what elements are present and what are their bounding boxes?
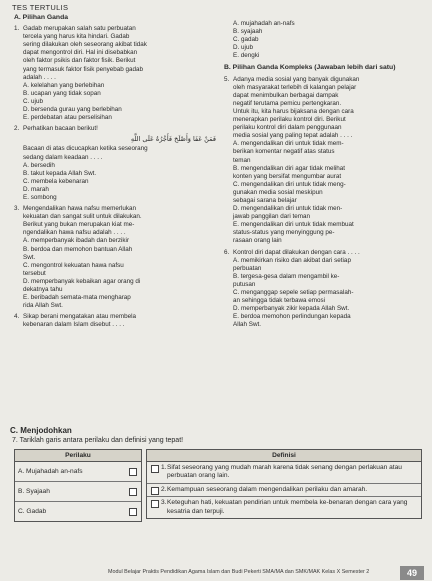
question-number: 1. — [14, 25, 20, 33]
answer-option[interactable]: jawab panggilan dari teman — [233, 213, 311, 221]
answer-option[interactable]: C. ujub — [23, 97, 43, 105]
behavior-row[interactable] — [15, 482, 141, 502]
q4-options — [224, 20, 420, 60]
question-text-line: sering dilakukan oleh seseorang akibat tidak — [23, 41, 147, 49]
column-right — [224, 20, 420, 329]
question-text-line: Bacaan di atas dicucapkan ketika seseorang — [23, 145, 148, 153]
answer-option[interactable]: berikan komentar negatif atas status — [233, 148, 335, 156]
question-number: 6. — [224, 248, 230, 256]
question-text: Perhatikan bacaan berikut! — [23, 125, 98, 133]
answer-option[interactable]: C. mengendalikan diri untuk tidak meng- — [233, 180, 346, 188]
answer-option[interactable]: D. ujub — [233, 44, 253, 52]
answer-option[interactable]: C. gadab — [233, 36, 259, 44]
match-checkbox[interactable] — [129, 468, 137, 476]
question-text-line: yang termasuk faktor fisik penyebab gadab — [23, 65, 144, 73]
question-text-line: tercela yang harus kita hindari. Gadab — [23, 33, 130, 41]
answer-option[interactable]: D. bersenda gurau yang berlebihan — [23, 106, 122, 114]
question-block — [14, 125, 216, 202]
answer-option[interactable]: teman — [233, 156, 251, 164]
answer-option[interactable]: B. takut kepada Allah Swt. — [23, 169, 97, 177]
answer-option[interactable]: A. kelelahan yang berlebihan — [23, 81, 105, 89]
definition-text: Keteguhan hati, kekuatan pendirian untuk membela ke-benaran dengan cara yang kesatria dan terpuji. — [167, 499, 408, 515]
answer-option[interactable]: sebagai sarana belajar — [233, 196, 297, 204]
question-text-line: negatif terutama pemicu pertengkaran. — [233, 99, 342, 107]
behavior-label: C. Gadab — [18, 508, 47, 515]
question-text-line: ngendalikan hawa nafsu adalah . . . . — [23, 229, 126, 237]
answer-option[interactable]: C. membela kebenaran — [23, 177, 89, 185]
answer-option[interactable]: E. berdoa memohon perlindungan kepada — [233, 313, 351, 321]
answer-option[interactable]: D. memperbanyak zikir kepada Allah Swt. — [233, 305, 350, 313]
question-text-line: kekuatan dan sangat sulit untuk dilakukan. — [23, 213, 142, 221]
definition-row[interactable] — [147, 462, 421, 484]
question-text-line: dapat mengontrol diri. Hal ini disebabkan — [23, 49, 138, 57]
answer-option[interactable]: B. mengendalikan diri agar tidak melihat — [233, 164, 346, 172]
answer-option[interactable]: status-status yang menyinggung pe- — [233, 229, 335, 237]
answer-option[interactable]: E. mengendalikan diri untuk tidak membuat — [233, 221, 354, 229]
definition-text: Kemampuan seseorang dalam mengendalikan perilaku dan amarah. — [167, 485, 368, 493]
answer-option[interactable]: B. berdoa dan memohon bantuan Allah — [23, 245, 133, 253]
match-checkbox[interactable] — [151, 500, 159, 508]
question-text-line — [14, 125, 216, 133]
section-c-heading: C. Menjodohkan — [10, 426, 72, 435]
definition-row[interactable] — [147, 497, 421, 518]
question-text: Mengendalikan hawa nafsu memerlukan — [23, 205, 137, 213]
question-text-line — [14, 205, 216, 213]
definition-number: 2. — [161, 485, 167, 493]
definition-header: Definisi — [147, 450, 421, 462]
question-text-line: dapat menimbulkan berbagai dampak — [233, 91, 339, 99]
question-block — [224, 76, 420, 246]
answer-option[interactable]: B. tergesa-gesa dalam mengambil ke- — [233, 272, 340, 280]
question-text-line: media sosial yang paling tepat adalah . . . . — [233, 132, 353, 140]
question-number: 3. — [14, 205, 20, 213]
definition-number: 3. — [161, 499, 167, 507]
match-checkbox[interactable] — [129, 488, 137, 496]
answer-option[interactable]: E. perdebatan atau perselisihan — [23, 114, 112, 122]
behavior-table — [14, 449, 142, 522]
answer-option[interactable]: an sehingga tidak terbawa emosi — [233, 297, 326, 305]
behavior-label: B. Syajaah — [18, 488, 50, 495]
answer-option[interactable]: D. marah — [23, 185, 49, 193]
question-block — [224, 249, 420, 330]
question-text-line: sedang dalam keadaan . . . . — [23, 153, 103, 161]
question-text-line: kebenaran dalam Islam disebut . . . . — [23, 321, 125, 329]
question-text-line: adalah . . . . — [23, 73, 56, 81]
answer-option[interactable]: A. memperbanyak ibadah dan berzikir — [23, 237, 130, 245]
behavior-label: A. Mujahadah an-nafs — [18, 468, 83, 475]
answer-option[interactable]: gunakan media sosial meskipun — [233, 188, 323, 196]
answer-option[interactable]: Allah Swt. — [233, 321, 261, 329]
question-number: 5. — [224, 75, 230, 83]
question-text-line: Berikut yang bukan merupakan kiat me- — [23, 221, 135, 229]
behavior-header: Perilaku — [15, 450, 141, 462]
page-footer — [0, 566, 432, 581]
question-text-line — [14, 25, 216, 33]
question-text-line: Untuk itu, kita harus bijaksana dengan cara — [233, 107, 354, 115]
answer-option[interactable]: A. mengendalikan diri untuk tidak mem- — [233, 140, 344, 148]
answer-option[interactable]: C. mengontrol kekuatan hawa nafsu — [23, 261, 124, 269]
behavior-row[interactable] — [15, 462, 141, 482]
question-text: Kontrol diri dapat dilakukan dengan cara . . . . — [233, 248, 360, 256]
question-block — [14, 205, 216, 310]
question-list-right — [224, 76, 420, 330]
section-a-heading: A. Pilihan Ganda — [14, 14, 69, 21]
question-text: Gadab merupakan salah satu perbuatan — [23, 25, 136, 33]
question-text-line — [224, 76, 420, 84]
question-list-left — [14, 25, 216, 329]
question-block — [14, 313, 216, 329]
arabic-verse: فَمَنْ عَفَا وَأَصْلَحَ فَأَجْرُهُ عَلَى اللَّهِ — [130, 135, 216, 144]
answer-option[interactable]: E. dengki — [233, 52, 260, 60]
match-checkbox[interactable] — [151, 487, 159, 495]
answer-option[interactable]: A. bersedih — [23, 161, 55, 169]
answer-option[interactable]: C. menganggap sepele setiap permasalah- — [233, 289, 354, 296]
page-number: 49 — [400, 566, 424, 580]
question-block — [14, 25, 216, 122]
answer-option[interactable]: E. sombong — [23, 193, 57, 201]
definition-text: Sifat seseorang yang mudah marah karena tidak senang dengan perlakuan atau perbuatan orang lain. — [167, 464, 402, 480]
match-checkbox[interactable] — [129, 508, 137, 516]
answer-option[interactable]: E. beribadah semata-mata mengharap — [23, 294, 131, 302]
question-text-line: oleh faktor psikis dan faktor fisik. Berikut — [23, 57, 136, 65]
question-text-line: menerapkan perilaku kontrol diri. Berikut — [233, 116, 346, 124]
answer-option[interactable]: putusan — [233, 280, 256, 288]
match-checkbox[interactable] — [151, 465, 159, 473]
question-text-line: oleh masyarakat terlebih di kalangan pelajar — [233, 83, 357, 91]
answer-option[interactable]: perbuatan — [233, 264, 262, 272]
footer-caption: Modul Belajar Praktis Pendidikan Agama Islam dan Budi Pekerti SMA/MA dan SMK/MAK Kelas X Semester 2 — [108, 569, 370, 575]
question-text: Sikap berani mengatakan atau membela — [23, 313, 137, 321]
running-header: TES TERTULIS — [12, 3, 69, 12]
behavior-row[interactable] — [15, 502, 141, 521]
answer-option[interactable]: B. ucapan yang tidak sopan — [23, 89, 101, 97]
definition-number: 1. — [161, 464, 167, 471]
answer-option[interactable]: Swt. — [23, 253, 36, 261]
definition-row[interactable] — [147, 484, 421, 497]
answer-option[interactable]: rasaan orang lain — [233, 237, 282, 245]
answer-option[interactable]: D. mengendalikan diri untuk tidak men- — [233, 205, 343, 213]
section-b-heading: B. Pilihan Ganda Kompleks (Jawaban lebih dari satu) — [224, 64, 396, 72]
column-left — [14, 14, 216, 329]
answer-option[interactable]: rida Allah Swt. — [23, 302, 63, 310]
answer-option[interactable]: dekatnya tahu — [23, 286, 63, 293]
answer-option[interactable]: A. memikirkan risiko dan akibat dari setiap — [233, 256, 351, 264]
definition-table — [146, 449, 422, 519]
answer-option[interactable]: tersebut — [23, 269, 46, 277]
answer-option[interactable]: D. memperbanyak kebaikan agar orang di — [23, 277, 141, 285]
matching-instruction: 7. Tariklah garis antara perilaku dan definisi yang tepat! — [12, 437, 184, 444]
question-text-line: perilaku kontrol diri dalam penggunaan — [233, 124, 342, 132]
answer-option[interactable]: A. mujahadah an-nafs — [233, 20, 295, 27]
question-text: Adanya media sosial yang banyak digunakan — [233, 75, 360, 83]
question-number: 4. — [14, 313, 20, 321]
answer-option[interactable]: konten yang bersifat mengumbar aurat — [233, 172, 342, 180]
answer-option[interactable]: B. syajaah — [233, 28, 263, 36]
question-number: 2. — [14, 125, 20, 133]
question-text-line — [224, 249, 420, 257]
question-text-line — [14, 313, 216, 321]
